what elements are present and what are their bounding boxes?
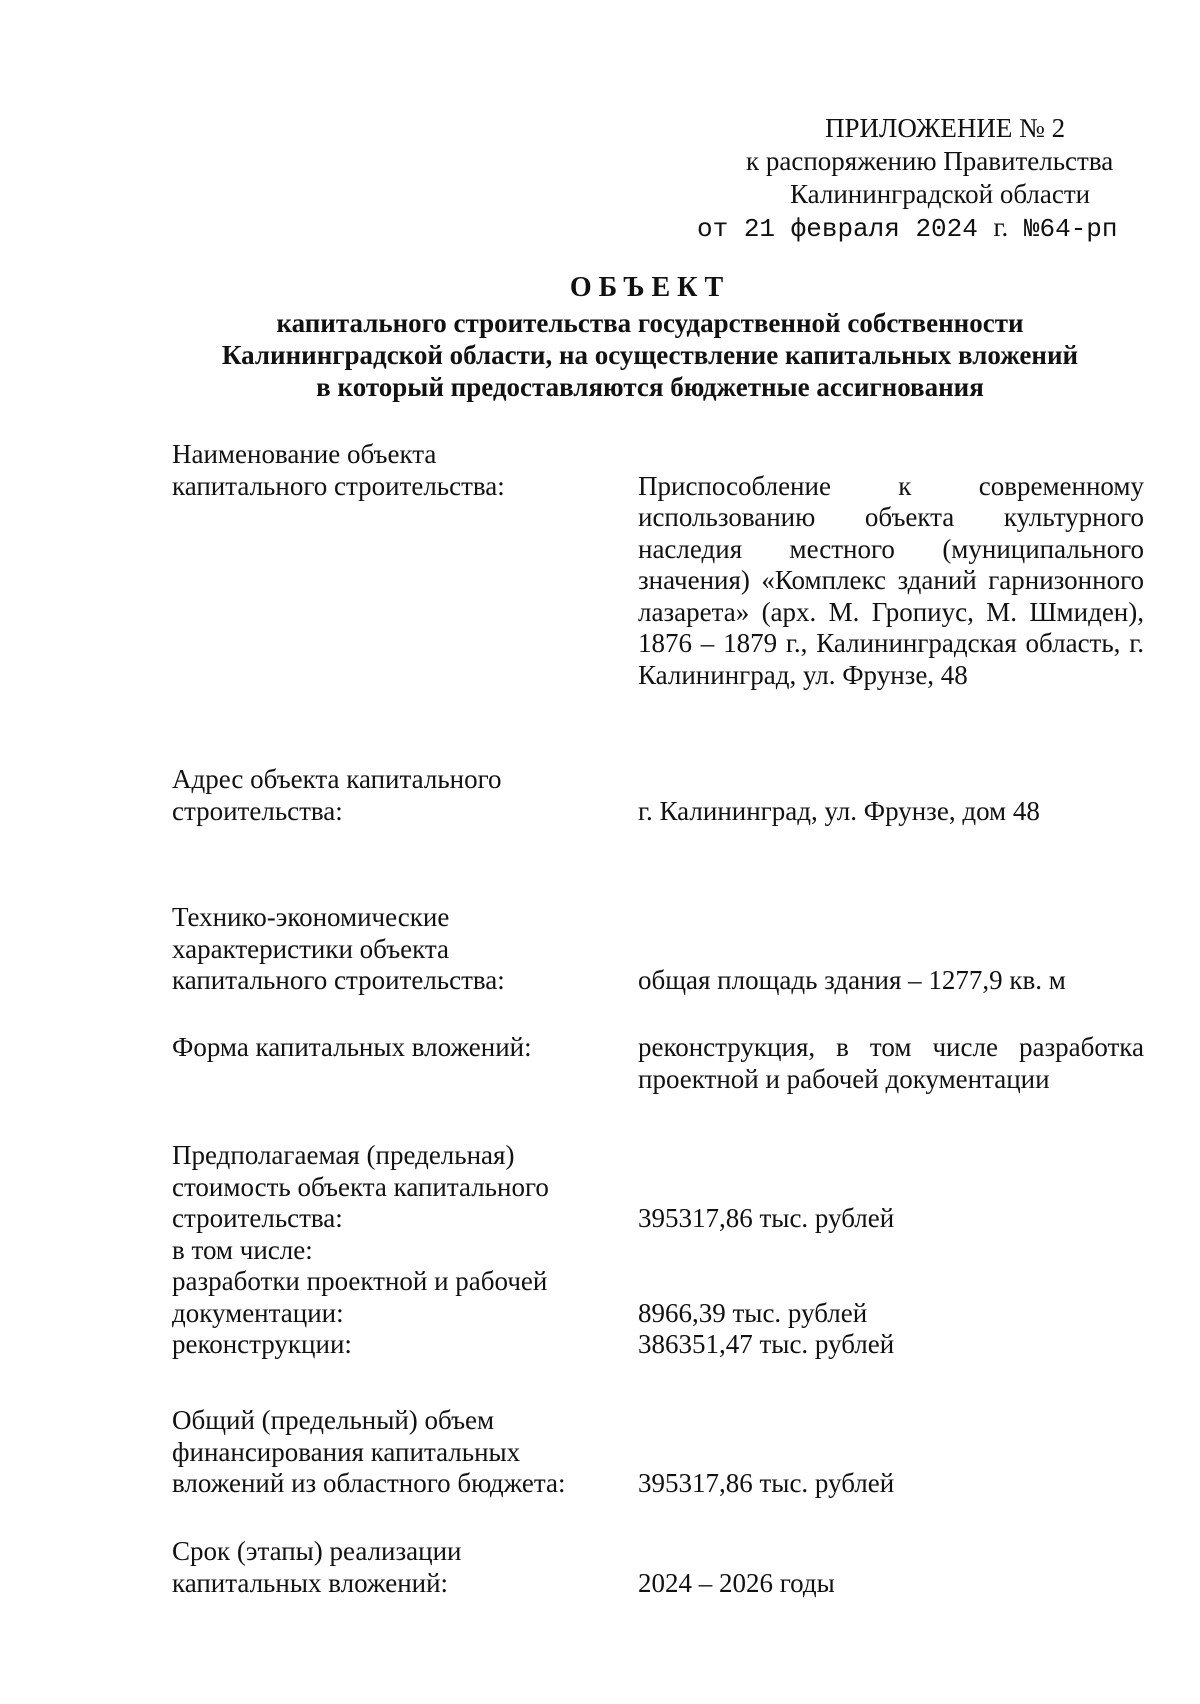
date-value: 21 февраля 2024 [743,214,978,244]
field-label [172,1405,612,1500]
field-label [172,764,612,827]
label-line: капитального строительства: [172,965,505,995]
field-label: Форма капитальных вложений: [172,1032,532,1062]
label-line: Наименование объекта [172,439,437,469]
field-label [172,902,612,997]
label-line: стоимость объекта капитального [172,1171,549,1202]
document-title [150,272,1150,403]
label-line: документации: [172,1297,344,1328]
label-line: Предполагаемая (предельная) [172,1140,515,1170]
cost-design: 8966,39 тыс. рублей [638,1297,868,1328]
label-line: капитального строительства: [172,470,505,501]
field-value: общая площадь здания – 1277,9 кв. м [638,965,1066,995]
appendix-date-number [640,212,1160,245]
title-line-3: в который предоставляются бюджетные ассигнования [316,372,984,402]
cost-total: 395317,86 тыс. рублей [638,1203,895,1233]
date-suffix: г. [993,212,1009,242]
label-line: Адрес объекта капитального [172,764,502,794]
field-value: 2024 – 2026 годы [638,1567,835,1598]
title-line-1: капитального строительства государственной собственности [276,308,1024,338]
label-line: Технико-экономические [172,902,450,932]
field-value: г. Калининград, ул. Фрунзе, дом 48 [638,795,1040,826]
field-label [172,1140,612,1361]
field-value: 395317,86 тыс. рублей [638,1468,895,1498]
label-line: капитальных вложений: [172,1567,449,1598]
field-label [172,1536,612,1599]
label-line: в том числе: [172,1234,313,1265]
appendix-header [640,113,1160,245]
order-number: №64-рп [1023,214,1118,244]
field-value: Приспособление к современному использованию объекта культурного наследия местного (муниципального значения) «Комплекс зданий гарнизонного лазарета» (арх. М. Гропиус, М. Шмиден), 1876 – 1879 г., Калининградская область, г. Калининград, ул. Фрунзе, 48 [638,470,1144,690]
label-line: реконструкции: [172,1329,352,1359]
field-label [172,439,612,502]
label-line: характеристики объекта [172,933,450,964]
cost-reconstruction: 386351,47 тыс. рублей [638,1329,895,1359]
date-prefix: от [697,214,729,244]
appendix-reference: к распоряжению Правительства [746,146,1114,176]
label-line: Общий (предельный) объем [172,1405,495,1435]
title-line-2: Калининградской области, на осуществление капитальных вложений [221,340,1079,370]
label-line: финансирования капитальных [172,1436,521,1467]
title-main: ОБЪЕКТ [569,272,731,303]
label-line: строительства: [172,795,343,826]
field-value: реконструкция, в том числе разработка проектной и рабочей документации [638,1032,1144,1094]
label-line: Срок (этапы) реализации [172,1536,462,1566]
label-line: разработки проектной и рабочей [172,1266,548,1296]
appendix-region: Калининградской области [790,179,1091,209]
label-line: вложений из областного бюджета: [172,1468,566,1498]
appendix-title: ПРИЛОЖЕНИЕ № 2 [825,113,1066,143]
label-line: строительства: [172,1203,343,1233]
